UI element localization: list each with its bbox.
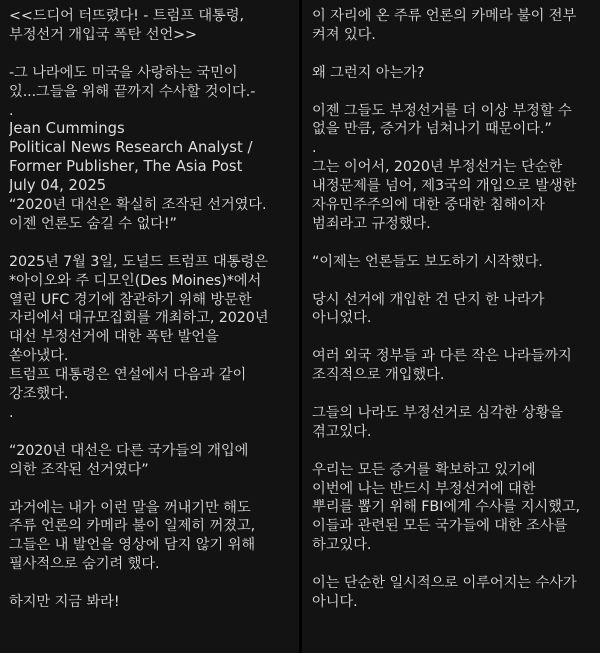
blank-line [312, 234, 596, 253]
text-line: 이젠 언론도 숨길 수 없다!” [9, 215, 177, 232]
text-line: July 04, 2025 [9, 177, 107, 195]
text-line: 범죄라고 규정했다. [312, 215, 431, 232]
text-line: 쏟아냈다. [9, 348, 69, 365]
text-line: 자리에서 대규모집회를 개최하고, 2020년 [9, 310, 269, 327]
text-line: . [9, 102, 14, 119]
text-line: 아니다. [312, 593, 358, 610]
text-line: 이 자리에 온 주류 언론의 카메라 불이 전부 [312, 8, 577, 24]
text-line: . [312, 140, 317, 157]
text-line: 그들은 내 발언을 영상에 담지 않기 위해 [9, 537, 256, 554]
text-line: Former Publisher, The Asia Post [9, 158, 243, 176]
text-line: 이는 단순한 일시적으로 이루어지는 수사가 [312, 575, 577, 592]
blank-line [312, 385, 596, 404]
text-line: 그는 이어서, 2020년 부정선거는 단순한 [312, 159, 563, 176]
text-line: 왜 그런지 아는가? [312, 64, 425, 81]
text-line: 당시 선거에 개입한 건 단지 한 나라가 [312, 291, 545, 308]
text-line: “2020년 대선은 확실히 조작된 선거였다. [9, 197, 267, 214]
left-text-panel [0, 0, 299, 653]
blank-line [312, 45, 596, 64]
text-line: 2025년 7월 3일, 도널드 트럼프 대통령은 [9, 253, 268, 270]
text-line: 겪고있다. [312, 423, 372, 440]
text-line: 과거에는 내가 이런 말을 꺼내기만 해도 [9, 499, 251, 516]
text-line: 조직적으로 개입했다. [312, 367, 445, 384]
text-line: 의한 조작된 선거였다” [9, 461, 149, 478]
text-line: 트럼프 대통령은 연설에서 다음과 같이 [9, 367, 247, 384]
text-line: 자유민주주의에 대한 중대한 침해이자 [312, 197, 545, 214]
text-line: 주류 언론의 카메라 불이 일제히 꺼졌고, [9, 518, 256, 535]
text-line: -그 나라에도 미국을 사랑하는 국민이 [9, 64, 238, 81]
text-line: Jean Cummings [9, 120, 125, 138]
text-line: <<드디어 터뜨렸다! - 트럼프 대통령, [9, 8, 244, 24]
text-line: 이들과 관련된 모든 국가들에 대한 조사를 [312, 518, 568, 535]
text-line: 열린 UFC 경기에 참관하기 위해 방문한 [9, 291, 252, 308]
text-line: 이젠 그들도 부정선거를 더 이상 부정할 수 [312, 102, 572, 119]
text-line: 그들의 나라도 부정선거로 심각한 상황을 [312, 404, 563, 421]
blank-line [312, 328, 596, 347]
right-text-panel [302, 0, 600, 653]
text-line: 아니었다. [312, 310, 372, 327]
text-line: “이제는 언론들도 보도하기 시작했다. [312, 253, 543, 270]
text-line: 뿌리를 뽑기 위해 FBI에게 수사를 지시했고, [312, 499, 580, 516]
blank-line [312, 83, 596, 102]
text-line: 이번에 나는 반드시 부정선거에 대한 [312, 480, 536, 497]
text-line: 필사적으로 숨기려 했다. [9, 556, 160, 573]
text-line: 없을 만큼, 증거가 넘쳐나기 때문이다.” [312, 121, 552, 138]
blank-line [312, 272, 596, 291]
blank-line [9, 574, 295, 593]
text-line: 있...그들을 위해 끝까지 수사할 것이다.- [9, 83, 256, 100]
text-line: . [9, 405, 14, 421]
text-line: 대선 부정선거에 대한 폭탄 발언을 [9, 329, 219, 346]
text-line: 켜져 있다. [312, 26, 376, 43]
blank-line [9, 45, 295, 64]
blank-line [9, 234, 295, 253]
text-line: 부정선거 개입국 폭탄 선언>> [9, 26, 197, 43]
text-line: 내정문제를 넘어, 제3국의 개입으로 발생한 [312, 178, 577, 195]
text-line: Political News Research Analyst / [9, 139, 253, 157]
text-line: 하지만 지금 봐라! [9, 594, 120, 611]
blank-line [9, 423, 295, 442]
text-line: 우리는 모든 증거를 확보하고 있기에 [312, 461, 536, 478]
blank-line [312, 555, 596, 574]
text-line: *아이오와 주 디모인(Des Moines)*에서 [9, 272, 262, 289]
text-line: 여러 외국 정부들 과 다른 작은 나라들까지 [312, 348, 572, 365]
text-line: 하고있다. [312, 537, 372, 554]
text-line: 강조했다. [9, 386, 69, 403]
blank-line [9, 480, 295, 499]
blank-line [312, 442, 596, 461]
text-line: “2020년 대선은 다른 국가들의 개입에 [9, 442, 249, 459]
